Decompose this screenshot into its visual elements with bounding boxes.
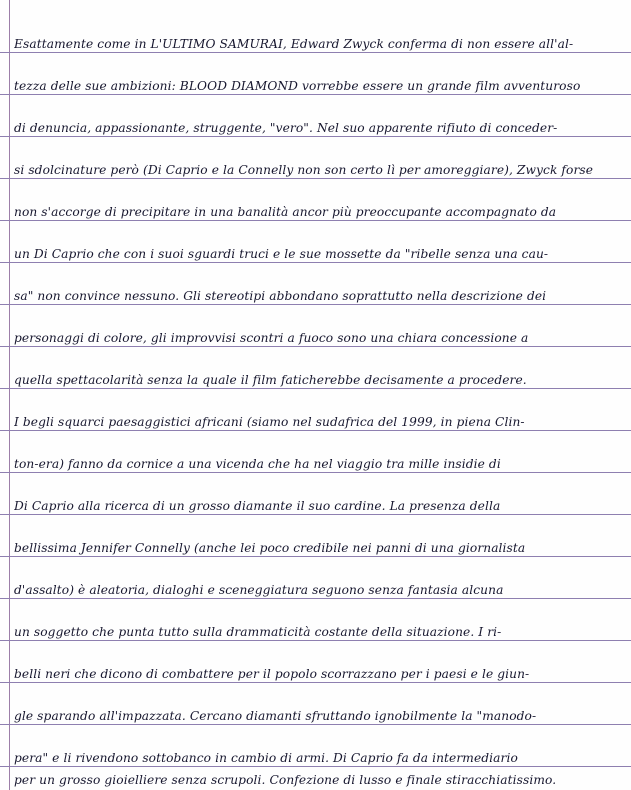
ruled-line — [0, 262, 631, 263]
ruled-line — [0, 178, 631, 179]
ruled-line — [0, 472, 631, 473]
text-line: si sdolcinature però (Di Caprio e la Connelly non son certo lì per amoreggiare), Zwyck forse — [14, 163, 594, 177]
ruled-line — [0, 52, 631, 53]
ruled-line — [0, 766, 631, 767]
ruled-line — [0, 598, 631, 599]
text-line: non s'accorge di precipitare in una banalità ancor più preoccupante accompagnato da — [14, 205, 557, 219]
ruled-line — [0, 640, 631, 641]
text-line: tezza delle sue ambizioni: BLOOD DIAMOND vorrebbe essere un grande film avventuroso — [14, 79, 581, 93]
text-line: quella spettacolarità senza la quale il film faticherebbe decisamente a procedere. — [14, 373, 527, 387]
text-line: Esattamente come in L'ULTIMO SAMURAI, Edward Zwyck conferma di non essere all'al- — [14, 37, 574, 51]
ruled-line — [0, 556, 631, 557]
ruled-line — [0, 388, 631, 389]
text-line: ton-era) fanno da cornice a una vicenda che ha nel viaggio tra mille insidie di — [14, 457, 501, 471]
text-line: un soggetto che punta tutto sulla drammaticità costante della situazione. I ri- — [14, 625, 502, 639]
text-line: gle sparando all'impazzata. Cercano diamanti sfruttando ignobilmente la "manodo- — [14, 709, 537, 723]
ruled-line — [0, 514, 631, 515]
ruled-line — [0, 346, 631, 347]
text-line: Di Caprio alla ricerca di un grosso diamante il suo cardine. La presenza della — [14, 499, 501, 513]
text-line: I begli squarci paesaggistici africani (siamo nel sudafrica del 1999, in piena Clin- — [14, 415, 525, 429]
text-line: personaggi di colore, gli improvvisi scontri a fuoco sono una chiara concessione a — [14, 331, 529, 345]
ruled-line — [0, 724, 631, 725]
ruled-line — [0, 136, 631, 137]
ruled-line — [0, 304, 631, 305]
ruled-line — [0, 94, 631, 95]
text-line: per un grosso gioielliere senza scrupoli. Confezione di lusso e finale stiracchiatissimo. — [14, 773, 557, 787]
text-line: pera" e li rivendono sottobanco in cambio di armi. Di Caprio fa da intermediario — [14, 751, 518, 765]
ruled-line — [0, 220, 631, 221]
text-line: di denuncia, appassionante, struggente, "vero". Nel suo apparente rifiuto di conceder- — [14, 121, 558, 135]
text-line: sa" non convince nessuno. Gli stereotipi abbondano soprattutto nella descrizione dei — [14, 289, 547, 303]
text-line: un Di Caprio che con i suoi sguardi truci e le sue mossette da "ribelle senza una cau- — [14, 247, 549, 261]
page-margin-line — [9, 0, 10, 790]
text-line: belli neri che dicono di combattere per il popolo scorrazzano per i paesi e le giun- — [14, 667, 530, 681]
ruled-line — [0, 430, 631, 431]
ruled-line — [0, 682, 631, 683]
text-line: d'assalto) è aleatoria, dialoghi e sceneggiatura seguono senza fantasia alcuna — [14, 583, 504, 597]
text-line: bellissima Jennifer Connelly (anche lei poco credibile nei panni di una giornalista — [14, 541, 526, 555]
